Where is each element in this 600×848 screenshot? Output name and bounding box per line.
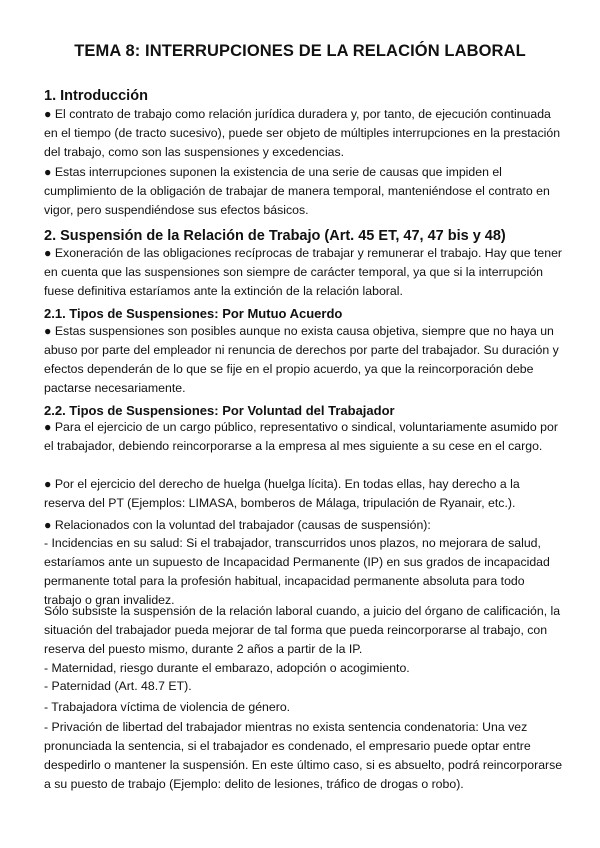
voluntad-paragraph-9: - Privación de libertad del trabajador mientras no exista sentencia condenatoria: Una vez pronunciada la sentencia, si el trabajador es condenado, el empresario puede optar entre despedirlo o mantener la suspensión. En este último caso, si es absuelto, podrá reincorporarse a su puesto de trabajo (Ejemplo: delito de lesiones, tráfico de drogas o robo). — [44, 720, 563, 791]
heading-mutuo-acuerdo: 2.1. Tipos de Suspensiones: Por Mutuo Acuerdo — [44, 306, 343, 321]
voluntad-paragraph-6: - Maternidad, riesgo durante el embarazo, adopción o acogimiento. — [44, 661, 410, 675]
intro-paragraph-1: ● El contrato de trabajo como relación jurídica duradera y, por tanto, de ejecución continuada en el tiempo (de tracto sucesivo), puede ser objeto de múltiples interrupciones en la prestación del trabajo, como son las suspensiones y excedencias. — [44, 107, 561, 159]
voluntad-paragraph-7: - Paternidad (Art. 48.7 ET). — [44, 679, 192, 693]
page-title: TEMA 8: INTERRUPCIONES DE LA RELACIÓN LABORAL — [74, 42, 526, 60]
voluntad-paragraph-8: - Trabajadora víctima de violencia de género. — [44, 700, 291, 714]
heading-suspension: 2. Suspensión de la Relación de Trabajo (Art. 45 ET, 47, 47 bis y 48) — [44, 228, 506, 244]
heading-voluntad-trabajador: 2.2. Tipos de Suspensiones: Por Voluntad del Trabajador — [44, 403, 395, 418]
voluntad-paragraph-5: Sólo subsiste la suspensión de la relación laboral cuando, a juicio del órgano de calificación, la situación del trabajador pueda mejorar de tal forma que pueda reincorporarse al trabajo, con reserva del puesto mismo, durante 2 años a partir de la IP. — [44, 604, 561, 656]
voluntad-paragraph-1: ● Para el ejercicio de un cargo público, representativo o sindical, voluntariamente asumido por el trabajador, debiendo reincorporarse a la empresa al mes siguiente a su cese en el cargo. — [44, 420, 558, 453]
voluntad-paragraph-3: ● Relacionados con la voluntad del trabajador (causas de suspensión): — [44, 518, 431, 532]
intro-paragraph-2: ● Estas interrupciones suponen la existencia de una serie de causas que impiden el cumplimiento de la obligación de trabajar de manera temporal, manteniéndose el contrato en vigor, pero suspendiéndose sus efectos básicos. — [44, 165, 550, 217]
suspension-paragraph-1: ● Exoneración de las obligaciones recíprocas de trabajar y remunerar el trabajo. Hay que tener en cuenta que las suspensiones son siempre de carácter temporal, ya que si la interrupción fuese definitiva estaríamos ante la extinción de la relación laboral. — [44, 246, 563, 298]
heading-introduccion: 1. Introducción — [44, 88, 148, 104]
mutuo-paragraph-1: ● Estas suspensiones son posibles aunque no exista causa objetiva, siempre que no haya un abuso por parte del empleador ni renuncia de derechos por parte del trabajador. Su duración y efectos dependerán de lo que se fije en el propio acuerdo, ya que la reincorporación debe pactarse necesariamente. — [44, 324, 559, 395]
voluntad-paragraph-4: - Incidencias en su salud: Si el trabajador, transcurridos unos plazos, no mejorara de salud, estaríamos ante un supuesto de Incapacidad Permanente (IP) en sus grados de incapacidad permanente total para la profesión habitual, incapacidad permanente absoluta para todo trabajo o gran invalidez. — [44, 536, 550, 607]
voluntad-paragraph-2: ● Por el ejercicio del derecho de huelga (huelga lícita). En todas ellas, hay derecho a la reserva del PT (Ejemplos: LIMASA, bomberos de Málaga, tripulación de Ryanair, etc.). — [44, 477, 520, 510]
